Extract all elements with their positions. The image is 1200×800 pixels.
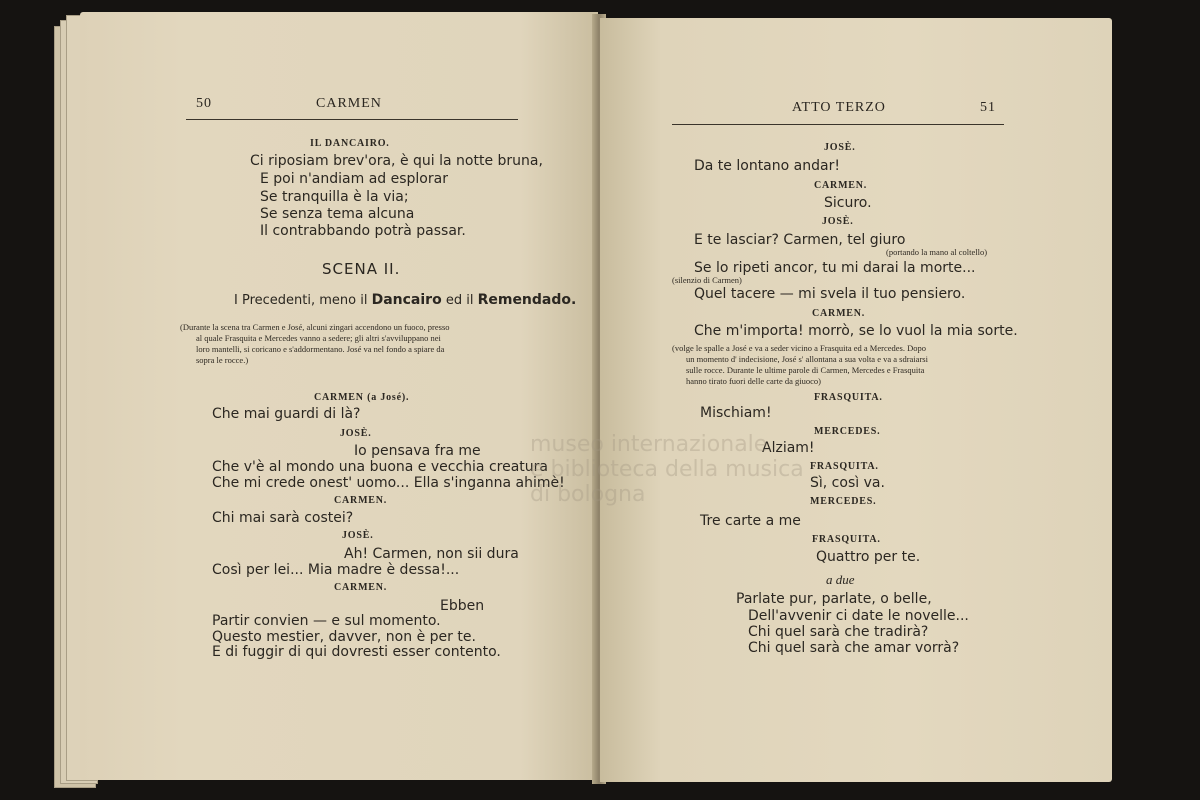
verse-line: Partir convien — e sul momento. — [212, 613, 441, 629]
header-rule — [672, 124, 1004, 125]
subtitle-name: Dancairo — [371, 292, 442, 308]
watermark-logo — [300, 312, 550, 482]
a-due-label: a due — [826, 572, 855, 587]
running-head: ATTO TERZO — [792, 100, 886, 115]
running-head: CARMEN — [316, 96, 382, 111]
speaker-label: CARMEN. — [814, 180, 868, 191]
verse-line: Ah! Carmen, non sii dura — [344, 546, 519, 562]
stage-line: sopra le rocce.) — [196, 355, 249, 365]
stage-line: loro mantelli, si coricano e s'addormentano. José va nel fondo a spiare da — [196, 344, 445, 354]
verse-line: Mischiam! — [700, 405, 772, 421]
page-number: 51 — [980, 100, 996, 115]
verse-line: Dell'avvenir ci date le novelle... — [748, 608, 969, 624]
verse-line: Se lo ripeti ancor, tu mi darai la morte... — [694, 260, 976, 276]
verse-line: Che mi crede onest' uomo... Ella s'inganna ahimè! — [212, 475, 565, 491]
speaker-label: JOSÈ. — [822, 216, 854, 227]
speaker-label: FRASQUITA. — [810, 461, 879, 472]
stage-line: hanno tirato fuori delle carte da giuoco) — [686, 376, 821, 386]
verse-line: E poi n'andiam ad esplorar — [260, 171, 448, 187]
subtitle-name: Remendado. — [477, 292, 577, 308]
stage-direction: (silenzio di Carmen) — [672, 275, 742, 285]
verse-line: Che mai guardi di là? — [212, 406, 361, 422]
watermark-line: e biblioteca della musica — [530, 457, 804, 482]
speaker-label: MERCEDES. — [810, 496, 877, 507]
speaker-label: JOSÈ. — [342, 530, 374, 541]
watermark-line: museo internazionale — [530, 432, 768, 457]
verse-line: E te lasciar? Carmen, tel giuro — [694, 232, 906, 248]
verse-line: Ebben — [440, 598, 485, 614]
verse-line: E di fuggir di qui dovresti esser contento. — [212, 644, 501, 660]
verse-line: Ci riposiam brev'ora, è qui la notte bruna, — [250, 153, 543, 169]
verse-line: Il contrabbando potrà passar. — [260, 223, 466, 239]
stage-line: un momento d' indecisione, José s' allontana a sua volta e va a sdraiarsi — [686, 354, 928, 364]
verse-line: Sicuro. — [824, 195, 872, 211]
verse-line: Tre carte a me — [700, 513, 801, 529]
verse-line: Se senza tema alcuna — [260, 206, 415, 222]
watermark-line: di bologna — [530, 482, 646, 507]
stage-line: sulle rocce. Durante le ultime parole di Carmen, Mercedes e Frasquita — [686, 365, 925, 375]
speaker-label: JOSÈ. — [824, 142, 856, 153]
verse-line: Chi quel sarà che tradirà? — [748, 624, 929, 640]
verse-line: Parlate pur, parlate, o belle, — [736, 591, 932, 607]
speaker-label: IL DANCAIRO. — [310, 138, 390, 149]
verse-line: Chi mai sarà costei? — [212, 510, 354, 526]
speaker-label: CARMEN (a José). — [314, 392, 410, 403]
verse-line: Che m'importa! morrò, se lo vuol la mia sorte. — [694, 323, 1018, 339]
stage-direction: (portando la mano al coltello) — [886, 247, 988, 257]
subtitle-part: I Precedenti, meno il — [234, 293, 372, 308]
speaker-label: CARMEN. — [812, 308, 866, 319]
speaker-label: FRASQUITA. — [814, 392, 883, 403]
stage-direction — [672, 343, 1012, 387]
subtitle-part: ed il — [441, 293, 478, 308]
scene-subtitle — [234, 292, 576, 308]
speaker-label: JOSÈ. — [340, 428, 372, 439]
speaker-label: CARMEN. — [334, 582, 388, 593]
page-number: 50 — [196, 96, 212, 111]
watermark-text — [530, 432, 804, 507]
verse-line: Alziam! — [762, 440, 815, 456]
stage-line: al quale Frasquita e Mercedes vanno a sedere; gli altri s'avviluppano nei — [196, 333, 441, 343]
verse-line: Io pensava fra me — [354, 443, 481, 459]
header-rule — [186, 119, 518, 120]
verse-line: Chi quel sarà che amar vorrà? — [748, 640, 960, 656]
verse-line: Questo mestier, davver, non è per te. — [212, 629, 476, 645]
scene-title: SCENA II. — [322, 260, 401, 278]
speaker-label: FRASQUITA. — [812, 534, 881, 545]
verse-line: Sì, così va. — [810, 475, 885, 491]
speaker-label: MERCEDES. — [814, 426, 881, 437]
verse-line: Così per lei... Mia madre è dessa!... — [212, 562, 460, 578]
verse-line: Quel tacere — mi svela il tuo pensiero. — [694, 286, 966, 302]
right-page — [600, 18, 1112, 782]
verse-line: Quattro per te. — [816, 549, 921, 565]
stage-line: (volge le spalle a José e va a seder vicino a Frasquita ed a Mercedes. Dopo — [672, 343, 926, 353]
stage-line: (Durante la scena tra Carmen e José, alcuni zingari accendono un fuoco, presso — [180, 322, 450, 332]
speaker-label: CARMEN. — [334, 495, 388, 506]
verse-line: Da te lontano andar! — [694, 158, 840, 174]
verse-line: Se tranquilla è la via; — [260, 189, 409, 205]
verse-line: Che v'è al mondo una buona e vecchia creatura — [212, 459, 548, 475]
